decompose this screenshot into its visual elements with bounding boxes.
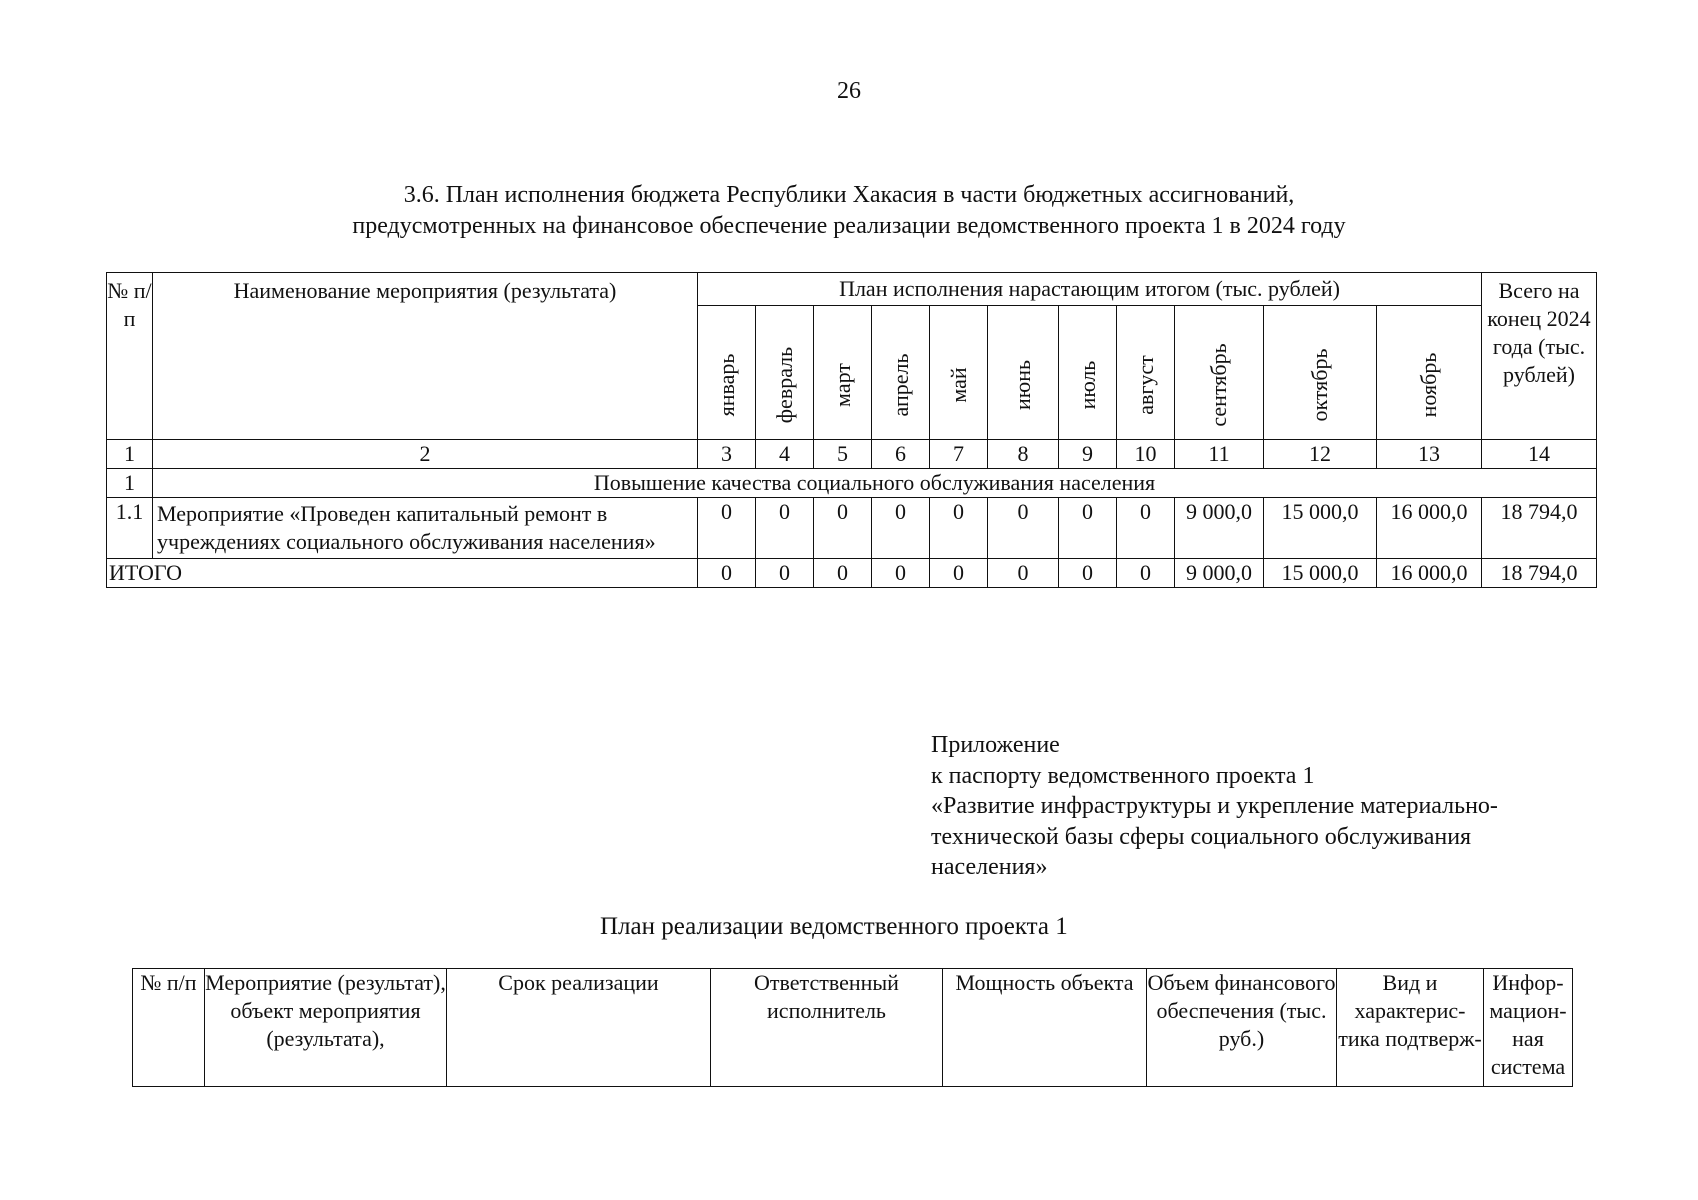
row-value: 0 — [1059, 498, 1117, 559]
header-plan: План исполнения нарастающим итогом (тыс. рублей) — [698, 273, 1482, 306]
section-title — [0, 180, 1698, 242]
row-name: Мероприятие «Проведен капитальный ремонт в учреждениях социального обслуживания населения» — [153, 498, 698, 559]
month-jan: январь — [698, 306, 756, 440]
col-num-cell: 9 — [1059, 440, 1117, 469]
budget-header-row — [107, 273, 1597, 306]
col-num-cell: 3 — [698, 440, 756, 469]
total-value: 0 — [756, 559, 814, 588]
plan-header-cell: Срок реализации — [447, 969, 711, 1087]
month-nov: ноябрь — [1377, 306, 1482, 440]
month-mar: март — [814, 306, 872, 440]
col-num-cell: 14 — [1482, 440, 1597, 469]
row-value: 0 — [756, 498, 814, 559]
total-value: 0 — [814, 559, 872, 588]
row-value: 0 — [814, 498, 872, 559]
month-oct: октябрь — [1264, 306, 1377, 440]
row-value: 0 — [698, 498, 756, 559]
total-value: 0 — [988, 559, 1059, 588]
column-numbers-row — [107, 440, 1597, 469]
month-apr: апрель — [872, 306, 930, 440]
appendix-line-2: к паспорту ведомственного проекта 1 — [931, 762, 1315, 789]
total-value: 0 — [930, 559, 988, 588]
plan-header-cell: Ответственный исполнитель — [711, 969, 943, 1087]
plan-header-cell: Мощность объекта — [943, 969, 1147, 1087]
total-value: 0 — [698, 559, 756, 588]
row-value: 15 000,0 — [1264, 498, 1377, 559]
col-num-cell: 4 — [756, 440, 814, 469]
plan-header-cell: Объем финансового обеспечения (тыс. руб.) — [1147, 969, 1337, 1087]
budget-table — [106, 272, 1597, 588]
total-row — [107, 559, 1597, 588]
col-num-cell: 13 — [1377, 440, 1482, 469]
plan-header-row — [133, 969, 1573, 1087]
col-num-cell: 12 — [1264, 440, 1377, 469]
col-num-cell: 8 — [988, 440, 1059, 469]
plan-header-cell: Вид и характерис- тика подтверж- — [1337, 969, 1484, 1087]
col-num-cell: 11 — [1175, 440, 1264, 469]
section-row-num: 1 — [107, 469, 153, 498]
month-jul: июль — [1059, 306, 1117, 440]
total-value: 16 000,0 — [1377, 559, 1482, 588]
header-num: № п/п — [107, 273, 153, 440]
section-title-line-1: 3.6. План исполнения бюджета Республики Хакасия в части бюджетных ассигнований, — [403, 182, 1295, 208]
appendix-line-3: «Развитие инфраструктуры и укрепление материально- — [931, 793, 1498, 819]
section-row — [107, 469, 1597, 498]
row-value: 0 — [930, 498, 988, 559]
plan-title: План реализации ведомственного проекта 1 — [600, 913, 1068, 940]
total-value: 0 — [1117, 559, 1175, 588]
col-num-cell: 7 — [930, 440, 988, 469]
month-jun: июнь — [988, 306, 1059, 440]
plan-header-cell: Мероприятие (результат), объект мероприятия (результата), — [205, 969, 447, 1087]
plan-header-cell: Инфор- мацион- ная система — [1484, 969, 1573, 1087]
col-num-cell: 6 — [872, 440, 930, 469]
page-number: 26 — [837, 78, 861, 104]
col-num-cell: 1 — [107, 440, 153, 469]
total-value: 0 — [1059, 559, 1117, 588]
month-aug: август — [1117, 306, 1175, 440]
total-label: ИТОГО — [107, 559, 698, 588]
month-may: май — [930, 306, 988, 440]
header-total: Всего на конец 2024 года (тыс. рублей) — [1482, 273, 1597, 440]
month-sep: сентябрь — [1175, 306, 1264, 440]
total-grand: 18 794,0 — [1482, 559, 1597, 588]
row-value: 0 — [1117, 498, 1175, 559]
row-value: 0 — [988, 498, 1059, 559]
row-value: 9 000,0 — [1175, 498, 1264, 559]
plan-table — [132, 968, 1573, 1087]
row-value: 16 000,0 — [1377, 498, 1482, 559]
appendix-line-1: Приложение — [931, 732, 1060, 758]
month-feb: февраль — [756, 306, 814, 440]
col-num-cell: 2 — [153, 440, 698, 469]
col-num-cell: 5 — [814, 440, 872, 469]
section-title-line-2: предусмотренных на финансовое обеспечение реализации ведомственного проекта 1 в 2024 году — [352, 213, 1346, 239]
col-num-cell: 10 — [1117, 440, 1175, 469]
section-row-title: Повышение качества социального обслуживания населения — [153, 469, 1597, 498]
row-total: 18 794,0 — [1482, 498, 1597, 559]
header-name: Наименование мероприятия (результата) — [153, 273, 698, 440]
total-value: 15 000,0 — [1264, 559, 1377, 588]
total-value: 9 000,0 — [1175, 559, 1264, 588]
appendix-block — [931, 730, 1498, 883]
table-row — [107, 498, 1597, 559]
row-value: 0 — [872, 498, 930, 559]
row-num: 1.1 — [107, 498, 153, 559]
appendix-line-4: технической базы сферы социального обслуживания — [931, 823, 1472, 850]
total-value: 0 — [872, 559, 930, 588]
appendix-line-5: населения» — [931, 854, 1048, 880]
plan-header-cell: № п/п — [133, 969, 205, 1087]
